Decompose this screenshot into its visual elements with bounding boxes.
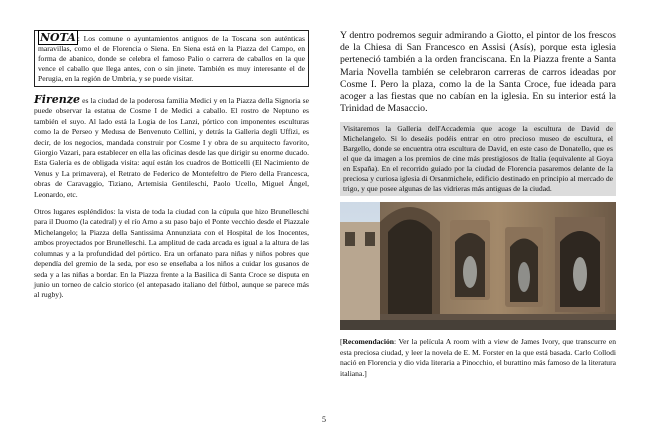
recomendacion-text: : Ver la película A room with a view de James Ivory, que transcurre en esta preciosa ciudad, y leer la novela de E. M. Forster en la que está basada. Carlo Collodi nació en Florencia y dio vida literaria a Pinocchio, el burattino más famoso de la literatura italiana.: [340, 337, 616, 378]
firenze-paragraph: [34, 95, 309, 200]
orsanmichele-photo: [340, 202, 616, 330]
firenze-text: es la ciudad de la poderosa familia Medici y en la Piazza della Signoria se puede observar la estatua de Cosme I de Medici a caballo. El rostro de Neptuno es también el suyo. Al lado está la Logia de los Lanzi, pórtico con imponentes esculturas como la de Perseo y Medusa de Benvenuto Cellini, y detrás la Galleria degli Uffizi, es decir, de los negocios, mandada construir por Cosme I y obra de su arquitecto favorito, Giorgio Vazari, para establecer en ella las oficinas desde las que dirigir su enorme ducado. Esta Galería es de obligada visita: aquí están los cuadros de Botticelli (El Nacimiento de Venus y La primavera), el Retrato de Federico de Montefeltro de Piero della Francesca, obras de Caravaggio, Tiziano, Artemisia Gentileschi, Paolo Ucello, Miguel Ángel, Leonardo, etc.: [34, 96, 309, 199]
giotto-text: Y dentro podremos seguir admirando a Giotto, el pintor de los frescos de la Chiesa di San Francesco en Assisi (Asís), porque esta iglesia perteneció también a la orden franciscana. En la Piazza frente a Santa Maria Novella también se celebraron carreras de carros ideadas por Cosme I. Pero la plaza, como la de la Santa Croce, fue ideada para acoger a las fiestas que no cabían en la iglesia. En su interior está la Trinidad de Masaccio.: [340, 30, 616, 115]
academia-text: Visitaremos la Galleria dell'Accademia que acoge la escultura de David de Michelangelo. Si lo deseáis podéis entrar en otro precioso museo de escultura, el Bargello, donde se encuentra otra escultura de David, en este caso de Donatello, que es el que da imagen a los premios de cine más prestigiosos de Italia (equivalente al Goya en España). En el recorrido guiado por la ciudad de Florencia pasaremos delante de la preciosa y curiosa iglesia di Orsanmichele, edificio destinado en principio al mercado de trigo, y que posee algunas de las vidrieras más antiguas de la ciudad.: [343, 124, 613, 194]
note-label: NOTA: [40, 31, 76, 44]
recomendacion-label: Recomendación: [342, 337, 394, 347]
page-number: 5: [322, 415, 326, 424]
left-column: [34, 30, 309, 308]
otros-lugares-paragraph: [34, 207, 309, 301]
giotto-paragraph: [340, 30, 616, 115]
note-box: [34, 30, 309, 87]
church-facade-image: [340, 202, 616, 330]
otros-text: Otros lugares espléndidos: la vista de toda la ciudad con la cúpula que hizo Brunelleschi para il Duomo (la catedral) y el río Arno a su paso bajo el Ponte vecchio desde el Piazzale Michelangelo; la Piazza della Santissima Annunziata con el Hospital de los Inocentes, ambos proyectados por Brunelleschi. La amplitud de cada arcada es igual a la altura de las columnas y a la profundidad del pórtico. Era un orfanato para niñas y niños pobres que dependía del gremio de la seda, por eso se enseñaba a los niños a cuidar los gusanos de seda y a las niñas a bordar. En la Piazza frente a la Basilica di Santa Croce se disputa en junio un torneo de calcio storico (el antepasado italiano del fútbol, aunque se parece más al rugby).: [34, 207, 309, 300]
firenze-lead: Firenze: [34, 93, 81, 106]
academia-box: [340, 122, 616, 196]
recomendacion-paragraph: [Recomendación: Ver la película A room with a view de James Ivory, que transcurre en esta preciosa ciudad, y leer la novela de E. M. Forster en la que está basada. Carlo Collodi nació en Florencia y dio vida literaria a Pinocchio, el burattino más famoso de la literatura italiana.]: [340, 337, 616, 378]
right-column: [340, 30, 616, 386]
note-text: : Los comune o ayuntamientos antiguos de la Toscana son auténticas maravillas, como el de Florencia o Siena. En Siena está en la Piazza del Campo, en forma de abanico, donde se celebra el famoso Palio o carrera de caballos en la que vence el caballo que llega antes, con o sin jinete. También es muy interesante el de Perugia, en la región de Umbria, y se puede visitar.: [38, 34, 305, 83]
